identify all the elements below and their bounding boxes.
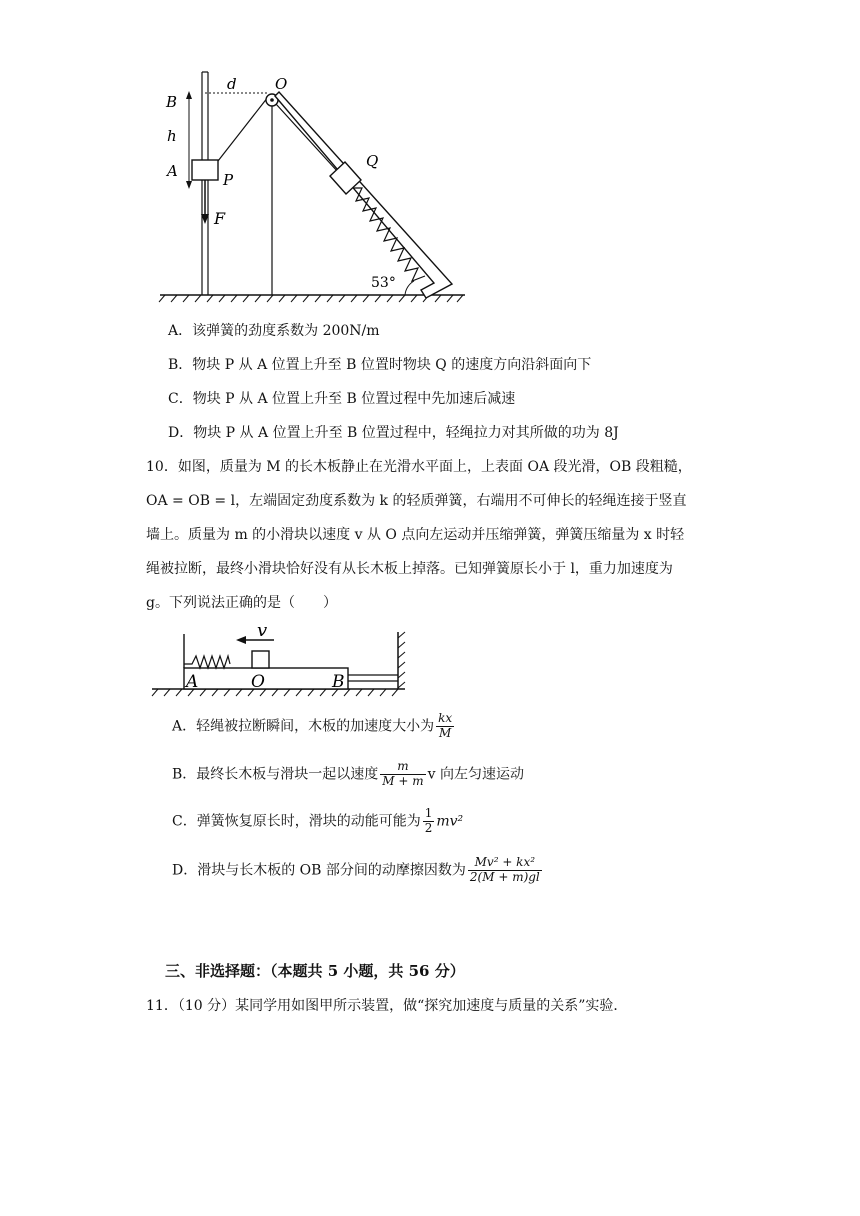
label-f: F	[214, 209, 226, 228]
q9-option-b-letter: B．	[168, 357, 193, 373]
q10-option-b-fraction	[380, 760, 425, 789]
q10-option-b-den: M + m	[382, 773, 424, 788]
q10-option-a-den: M	[436, 726, 454, 741]
q10-option-b-post: v 向左匀速运动	[427, 766, 525, 783]
label-b: B	[166, 93, 178, 111]
q10-option-d-pre: 滑块与长木板的 OB 部分间的动摩擦因数为	[197, 862, 466, 879]
q9-option-c-text: 物块 P 从 A 位置上升至 B 位置过程中先加速后减速	[192, 391, 516, 407]
q10-option-c-letter: C．	[172, 813, 197, 830]
q9-option-b	[168, 357, 591, 374]
q10-option-a-num: kx	[438, 711, 453, 725]
rope-p	[218, 97, 268, 161]
q10-option-b-pre: 最终长木板与滑块一起以速度	[196, 766, 379, 783]
label-q: Q	[366, 152, 379, 170]
q10-option-c-pre: 弹簧恢复原长时，滑块的动能可能为	[196, 813, 421, 830]
q10-option-b	[172, 760, 524, 789]
rope-q	[276, 104, 338, 172]
q9-option-d-text: 物块 P 从 A 位置上升至 B 位置过程中，轻绳拉力对其所做的功为 8J	[193, 425, 619, 441]
figure-pulley-incline	[150, 65, 470, 305]
q10-option-b-num: m	[397, 759, 409, 773]
q10-option-c-num: 1	[424, 806, 433, 820]
q9-option-a	[168, 323, 380, 340]
q9-option-a-text: 该弹簧的劲度系数为 200N/m	[192, 323, 380, 339]
figure-board-spring	[148, 618, 418, 700]
wall-hatch	[398, 632, 405, 688]
label-angle: 53°	[371, 275, 396, 291]
q10-line-5: g。下列说法正确的是（ ）	[146, 595, 337, 611]
q10-option-d	[172, 856, 544, 885]
label-b-board: B	[332, 672, 345, 692]
board-spring	[184, 656, 230, 668]
long-board	[184, 668, 348, 689]
q9-option-d	[168, 425, 619, 442]
q10-line-1: 10．如图，质量为 M 的长木板静止在光滑水平面上，上表面 OA 段光滑，OB 段粗糙，	[146, 459, 692, 475]
q10-line-3: 墙上。质量为 m 的小滑块以速度 v 从 O 点向左运动并压缩弹簧，弹簧压缩量为 x 时轻	[146, 527, 685, 543]
q9-option-c	[168, 391, 515, 408]
q10-option-c-den: 2	[424, 820, 433, 835]
q10-option-c-fraction	[423, 807, 435, 836]
incline	[275, 92, 452, 298]
block-p	[192, 160, 218, 180]
label-p: P	[223, 171, 234, 189]
q11-stem: 11．（10 分）某同学用如图甲所示装置，做“探究加速度与质量的关系”实验．	[146, 998, 628, 1014]
q10-option-a	[172, 712, 456, 741]
q10-line-2: OA = OB = l，左端固定劲度系数为 k 的轻质弹簧，右端用不可伸长的轻绳连接于竖直	[146, 493, 687, 509]
label-o: O	[275, 75, 288, 93]
q10-option-d-letter: D．	[172, 862, 198, 879]
q10-option-a-letter: A．	[172, 718, 197, 735]
section-3-heading: 三、非选择题：（本题共 5 小题，共 56 分）	[165, 962, 465, 980]
q9-option-c-letter: C．	[168, 391, 193, 407]
label-d: d	[227, 75, 237, 93]
q9-option-b-text: 物块 P 从 A 位置上升至 B 位置时物块 Q 的速度方向沿斜面向下	[192, 357, 592, 373]
q10-option-c	[172, 807, 463, 836]
angle-arc	[405, 281, 414, 295]
label-a-board: A	[186, 672, 199, 692]
q10-option-d-fraction	[468, 856, 542, 885]
q10-option-c-post: mv²	[436, 813, 464, 830]
q10-option-a-text: 轻绳被拉断瞬间，木板的加速度大小为	[196, 718, 435, 735]
q10-option-d-den: 2(M + m)gl	[469, 869, 540, 884]
q10-line-4: 绳被拉断，最终小滑块恰好没有从长木板上掉落。已知弹簧原长小于 l，重力加速度为	[146, 561, 673, 577]
q10-option-a-fraction	[436, 712, 454, 741]
q10-option-d-num: Mv² + kx²	[474, 855, 536, 869]
ground-hatch	[159, 295, 463, 302]
label-a: A	[167, 162, 178, 180]
slider-block	[252, 651, 269, 668]
label-h: h	[167, 127, 177, 145]
spring	[353, 188, 425, 281]
q9-option-d-letter: D．	[168, 425, 194, 441]
q10-option-b-letter: B．	[172, 766, 197, 783]
q9-option-a-letter: A．	[168, 323, 193, 339]
label-o-board: O	[251, 672, 265, 692]
label-v: v	[257, 620, 268, 641]
